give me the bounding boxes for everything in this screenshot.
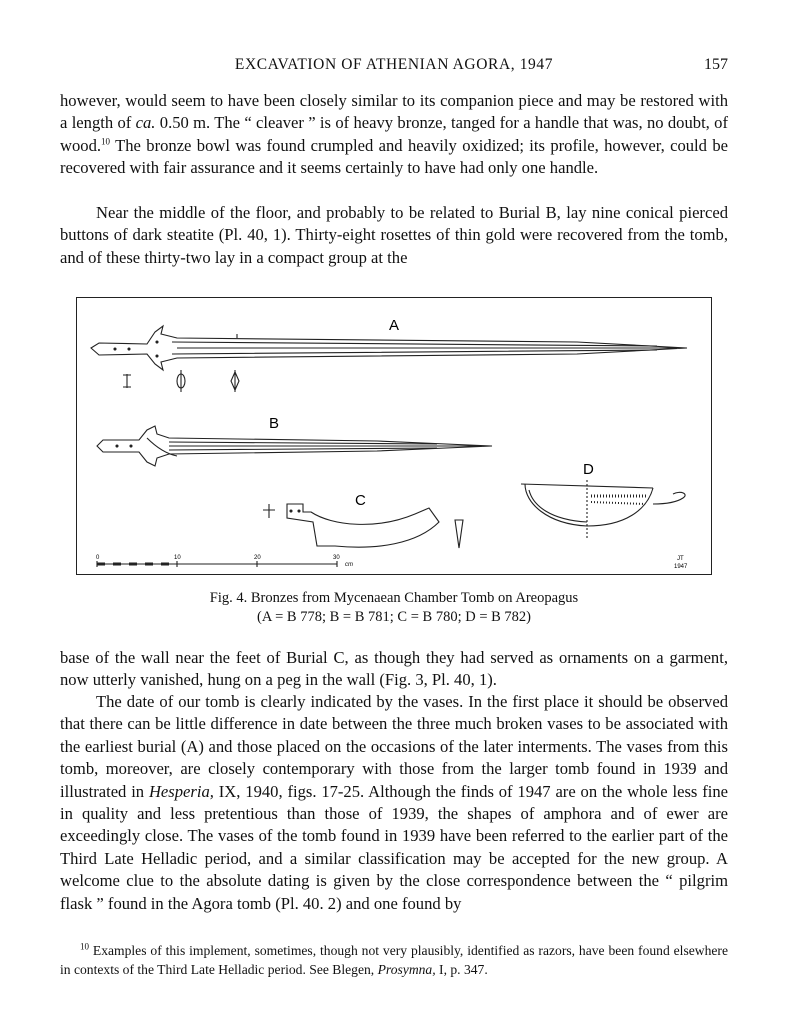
paragraph-2: Near the middle of the floor, and probably to be related to Burial B, lay nine conical pierced buttons of dark steatite (Pl. 40, 1). Thirty-eight rosettes of thin gold were recovered from the tomb, and of these thirty-two lay in a compact group at the (60, 203, 728, 267)
figure-drawing (77, 298, 713, 576)
paragraph-3: base of the wall near the feet of Burial C, as though they had served as ornaments on a garment, now utterly vanished, hung on a peg in the wall (Fig. 3, Pl. 40, 1). (60, 648, 728, 690)
scale-tick-0: 0 (96, 555, 100, 561)
caption-line-1: Fig. 4. Bronzes from Mycenaean Chamber Tomb on Areopagus (209, 590, 579, 606)
cleaver-c (263, 504, 463, 548)
artist-initials: JT (677, 556, 684, 562)
label-d: D (583, 461, 594, 478)
scale-tick-20: 20 (254, 555, 261, 561)
scale-unit: cm (345, 562, 353, 568)
figure-caption (60, 589, 728, 627)
label-a: A (389, 317, 400, 334)
label-c: C (355, 492, 366, 509)
paragraph-1: however, would seem to have been closely similar to its companion piece and may be restored with a length of ca. 0.50 m. The “ cleaver ” is of heavy bronze, tanged for a handle that was, no doubt, of wood.$^{10}$ The bronze bowl was found crumpled and heavily oxidized; its profile, however, could be recovered with fair assurance and it seems certainly to have had only one handle. (60, 91, 728, 178)
running-header (60, 56, 728, 78)
paragraph-4: The date of our tomb is clearly indicated by the vases. In the first place it should be observed that there can be little difference in date between the three much broken vases to be associated with the earliest burial (A) and those placed on the occasions of the later interments. The vases from this tomb, moreover, are closely contemporary with those from the larger tomb found in 1939 and illustrated in Hesperia, IX, 1940, figs. 17-25. Although the finds of 1947 are on the whole less fine in quality and less pretentious than those of 1939, the shapes of amphora and of ewer are exceedingly close. The vases of the tomb found in 1939 have been referred to the earlier part of the Third Late Helladic period, and a similar classification may be accepted for the new group. A welcome clue to the absolute dating is given by the close correspondence between the “ pilgrim flask ” found in the Agora tomb (Pl. 40. 2) and one found by (60, 692, 728, 913)
footnote-mark: 10 (80, 941, 89, 952)
drawing-year: 1947 (674, 564, 688, 570)
label-b: B (269, 415, 280, 432)
running-title: EXCAVATION OF ATHENIAN AGORA, 1947 (234, 56, 554, 73)
figure-bronzes (76, 297, 712, 575)
footnote-10: $^{10}$ Examples of this implement, sometimes, though not very plausibly, identified as razors, have been found elsewhere in contexts of the Third Late Helladic period. See Blegen, Prosymna, I, p. 347. (60, 941, 728, 977)
bowl-d (521, 480, 685, 538)
caption-line-2: (A = B 778; B = B 781; C = B 780; D = B 782) (257, 609, 531, 625)
scale-tick-10: 10 (174, 555, 181, 561)
sword-b (97, 426, 492, 466)
footnote-ref: 10 (101, 136, 111, 147)
scale-bar (97, 561, 337, 567)
scale-tick-30: 30 (333, 555, 340, 561)
page-number: 157 (704, 56, 728, 73)
rivet-details (123, 370, 239, 392)
